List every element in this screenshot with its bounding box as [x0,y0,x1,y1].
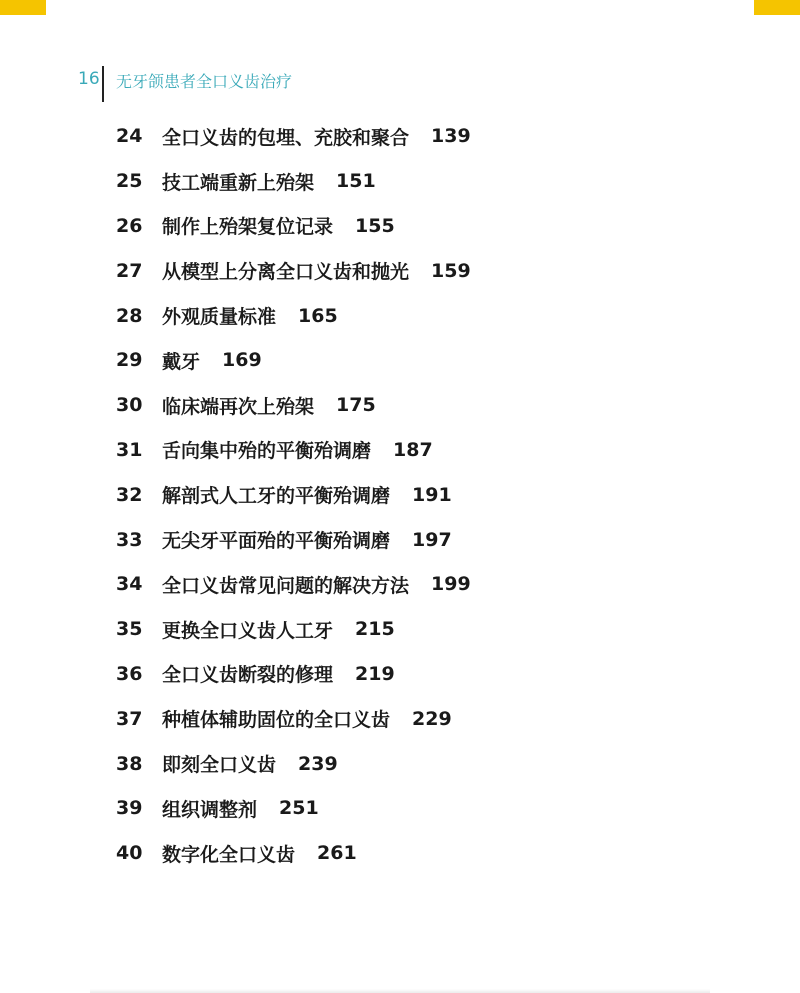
chapter-page: 169 [222,349,262,372]
toc-entry[interactable] [116,607,756,652]
toc-entry[interactable] [116,383,756,428]
chapter-number: 33 [116,528,143,551]
chapter-title: 组织调整剂 [162,798,258,821]
chapter-number: 35 [116,618,143,641]
chapter-number: 31 [116,438,143,461]
chapter-number: 24 [116,125,143,148]
chapter-title: 无尖牙平面殆的平衡殆调磨 [162,530,391,553]
chapter-title: 全口义齿的包埋、充胶和聚合 [162,126,410,149]
chapter-page: 229 [412,707,452,730]
chapter-number: 29 [116,349,143,372]
chapter-number: 39 [116,797,143,820]
toc-entry[interactable] [116,248,756,293]
book-title: 无牙颌患者全口义齿治疗 [116,72,293,91]
chapter-page: 191 [412,483,452,506]
chapter-title: 全口义齿断裂的修理 [162,664,334,687]
chapter-page: 151 [336,170,376,193]
toc-entry[interactable] [116,517,756,562]
toc-entry[interactable] [116,472,756,517]
chapter-title: 技工端重新上殆架 [162,171,315,194]
toc-entry[interactable] [116,293,756,338]
chapter-title: 舌向集中殆的平衡殆调磨 [162,440,372,463]
page-bottom-edge [90,989,710,993]
page-number: 16 [78,69,100,89]
chapter-title: 更换全口义齿人工牙 [162,619,334,642]
chapter-page: 261 [317,842,357,865]
chapter-title: 临床端再次上殆架 [162,395,315,418]
toc-entry[interactable] [116,696,756,741]
chapter-page: 159 [431,259,471,282]
header-divider [102,66,104,102]
chapter-title: 种植体辅助固位的全口义齿 [162,709,391,732]
chapter-page: 187 [393,438,433,461]
chapter-title: 全口义齿常见问题的解决方法 [162,574,410,597]
corner-tab-right [754,0,800,15]
corner-tab-left [0,0,46,15]
toc-entry[interactable] [116,831,756,876]
chapter-page: 197 [412,528,452,551]
chapter-page: 165 [298,304,338,327]
toc-entry[interactable] [116,114,756,159]
chapter-number: 27 [116,259,143,282]
chapter-title: 解剖式人工牙的平衡殆调磨 [162,485,391,508]
chapter-number: 36 [116,662,143,685]
chapter-page: 175 [336,394,376,417]
toc-entry[interactable] [116,338,756,383]
chapter-title: 数字化全口义齿 [162,843,296,866]
toc-entry[interactable] [116,428,756,473]
chapter-title: 即刻全口义齿 [162,754,277,777]
toc-entry[interactable] [116,786,756,831]
chapter-title: 外观质量标准 [162,306,277,329]
chapter-page: 155 [355,214,395,237]
chapter-title: 制作上殆架复位记录 [162,216,334,239]
chapter-number: 37 [116,707,143,730]
chapter-number: 28 [116,304,143,327]
toc-entry[interactable] [116,562,756,607]
toc-entry[interactable] [116,741,756,786]
chapter-page: 251 [279,797,319,820]
toc-entry[interactable] [116,204,756,249]
chapter-number: 30 [116,394,143,417]
chapter-number: 38 [116,752,143,775]
chapter-number: 26 [116,214,143,237]
chapter-page: 199 [431,573,471,596]
toc-entry[interactable] [116,159,756,204]
chapter-number: 40 [116,842,143,865]
chapter-number: 25 [116,170,143,193]
toc-entry[interactable] [116,652,756,697]
chapter-number: 32 [116,483,143,506]
chapter-page: 219 [355,662,395,685]
chapter-title: 从模型上分离全口义齿和抛光 [162,261,410,284]
chapter-page: 239 [298,752,338,775]
chapter-number: 34 [116,573,143,596]
chapter-page: 215 [355,618,395,641]
table-of-contents [116,114,756,876]
chapter-page: 139 [431,125,471,148]
chapter-title: 戴牙 [162,350,201,373]
